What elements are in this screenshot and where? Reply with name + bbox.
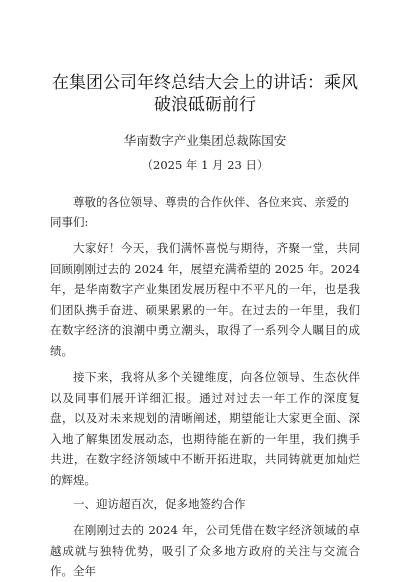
section-heading: 一、迎访超百次，促多地签约合作 — [73, 497, 246, 511]
speaker-line: 华南数字产业集团总裁陈国安 — [123, 133, 287, 148]
section-paragraph: 在刚刚过去的 2024 年，公司凭借在数字经济领域的卓越成就与独特优势，吸引了众多地方政府的关注与交流合作。全年 — [50, 523, 360, 578]
paragraph-opening: 大家好！今天，我们满怀喜悦与期待，齐聚一堂，共同回顾刚刚过去的 2024 年，展望充满希望的 2025 年。2024 年，是华南数字产业集团发展历程中不平凡的一年，也是我们团队携手奋进、硕果累累的一年。在过去的一年里，我们在数字经济的浪潮中勇立潮头，取得了一系列令人瞩目的成绩。 — [50, 241, 360, 358]
salutation: 尊敬的各位领导、尊贵的合作伙伴、各位来宾、亲爱的同事们: — [50, 195, 349, 229]
paragraph-outline: 接下来，我将从多个关键维度，向各位领导、生态伙伴以及同事们展开详细汇报。通过对过去一年工作的深度复盘，以及对未来规划的清晰阐述，期望能让大家更全面、深入地了解集团发展动态，也期待能在新的一年里，我们携手共进，在数字经济领域中不断开拓进取，共同铸就更加灿烂的辉煌。 — [50, 370, 360, 487]
speech-title: 在集团公司年终总结大会上的讲话：乘风破浪砥砺前行 — [52, 73, 358, 115]
speech-date: （2025 年 1 月 23 日） — [141, 158, 269, 172]
